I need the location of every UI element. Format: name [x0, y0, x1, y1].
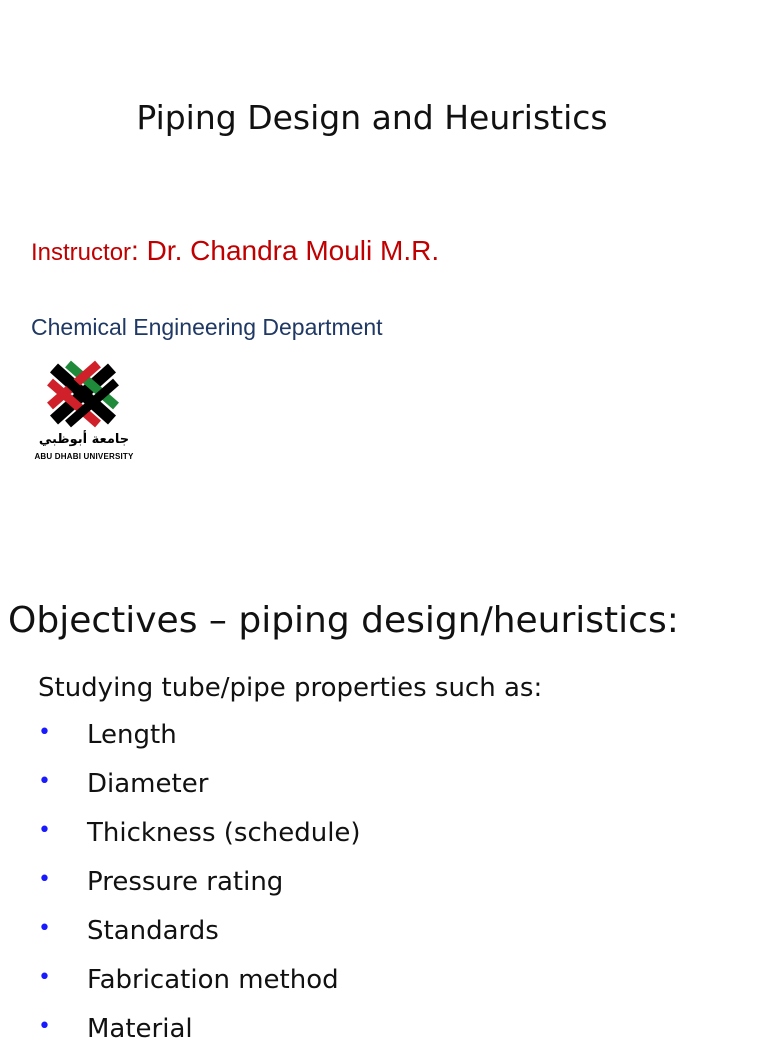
- instructor-label: Instructor: [31, 239, 132, 266]
- bullet-icon: •: [38, 1014, 51, 1039]
- bullet-icon: •: [38, 867, 51, 892]
- bullet-icon: •: [38, 965, 51, 990]
- bullet-icon: •: [38, 916, 51, 941]
- objectives-title: Objectives – piping design/heuristics:: [8, 600, 679, 641]
- bullet-icon: •: [38, 818, 51, 843]
- department-name: Chemical Engineering Department: [31, 314, 383, 340]
- objectives-intro: Studying tube/pipe properties such as:: [38, 673, 543, 703]
- woven-x-logo-icon: [46, 360, 120, 428]
- slide-title: Piping Design and Heuristics: [136, 98, 608, 137]
- bullet-icon: •: [38, 720, 51, 745]
- instructor-line: [31, 235, 439, 267]
- instructor-name: : Dr. Chandra Mouli M.R.: [131, 235, 440, 266]
- university-logo: [26, 360, 142, 464]
- bullet-icon: •: [38, 769, 51, 794]
- logo-arabic-text: جامعة أبوظبي: [38, 432, 130, 447]
- logo-english-text: ABU DHABI UNIVERSITY: [34, 452, 134, 461]
